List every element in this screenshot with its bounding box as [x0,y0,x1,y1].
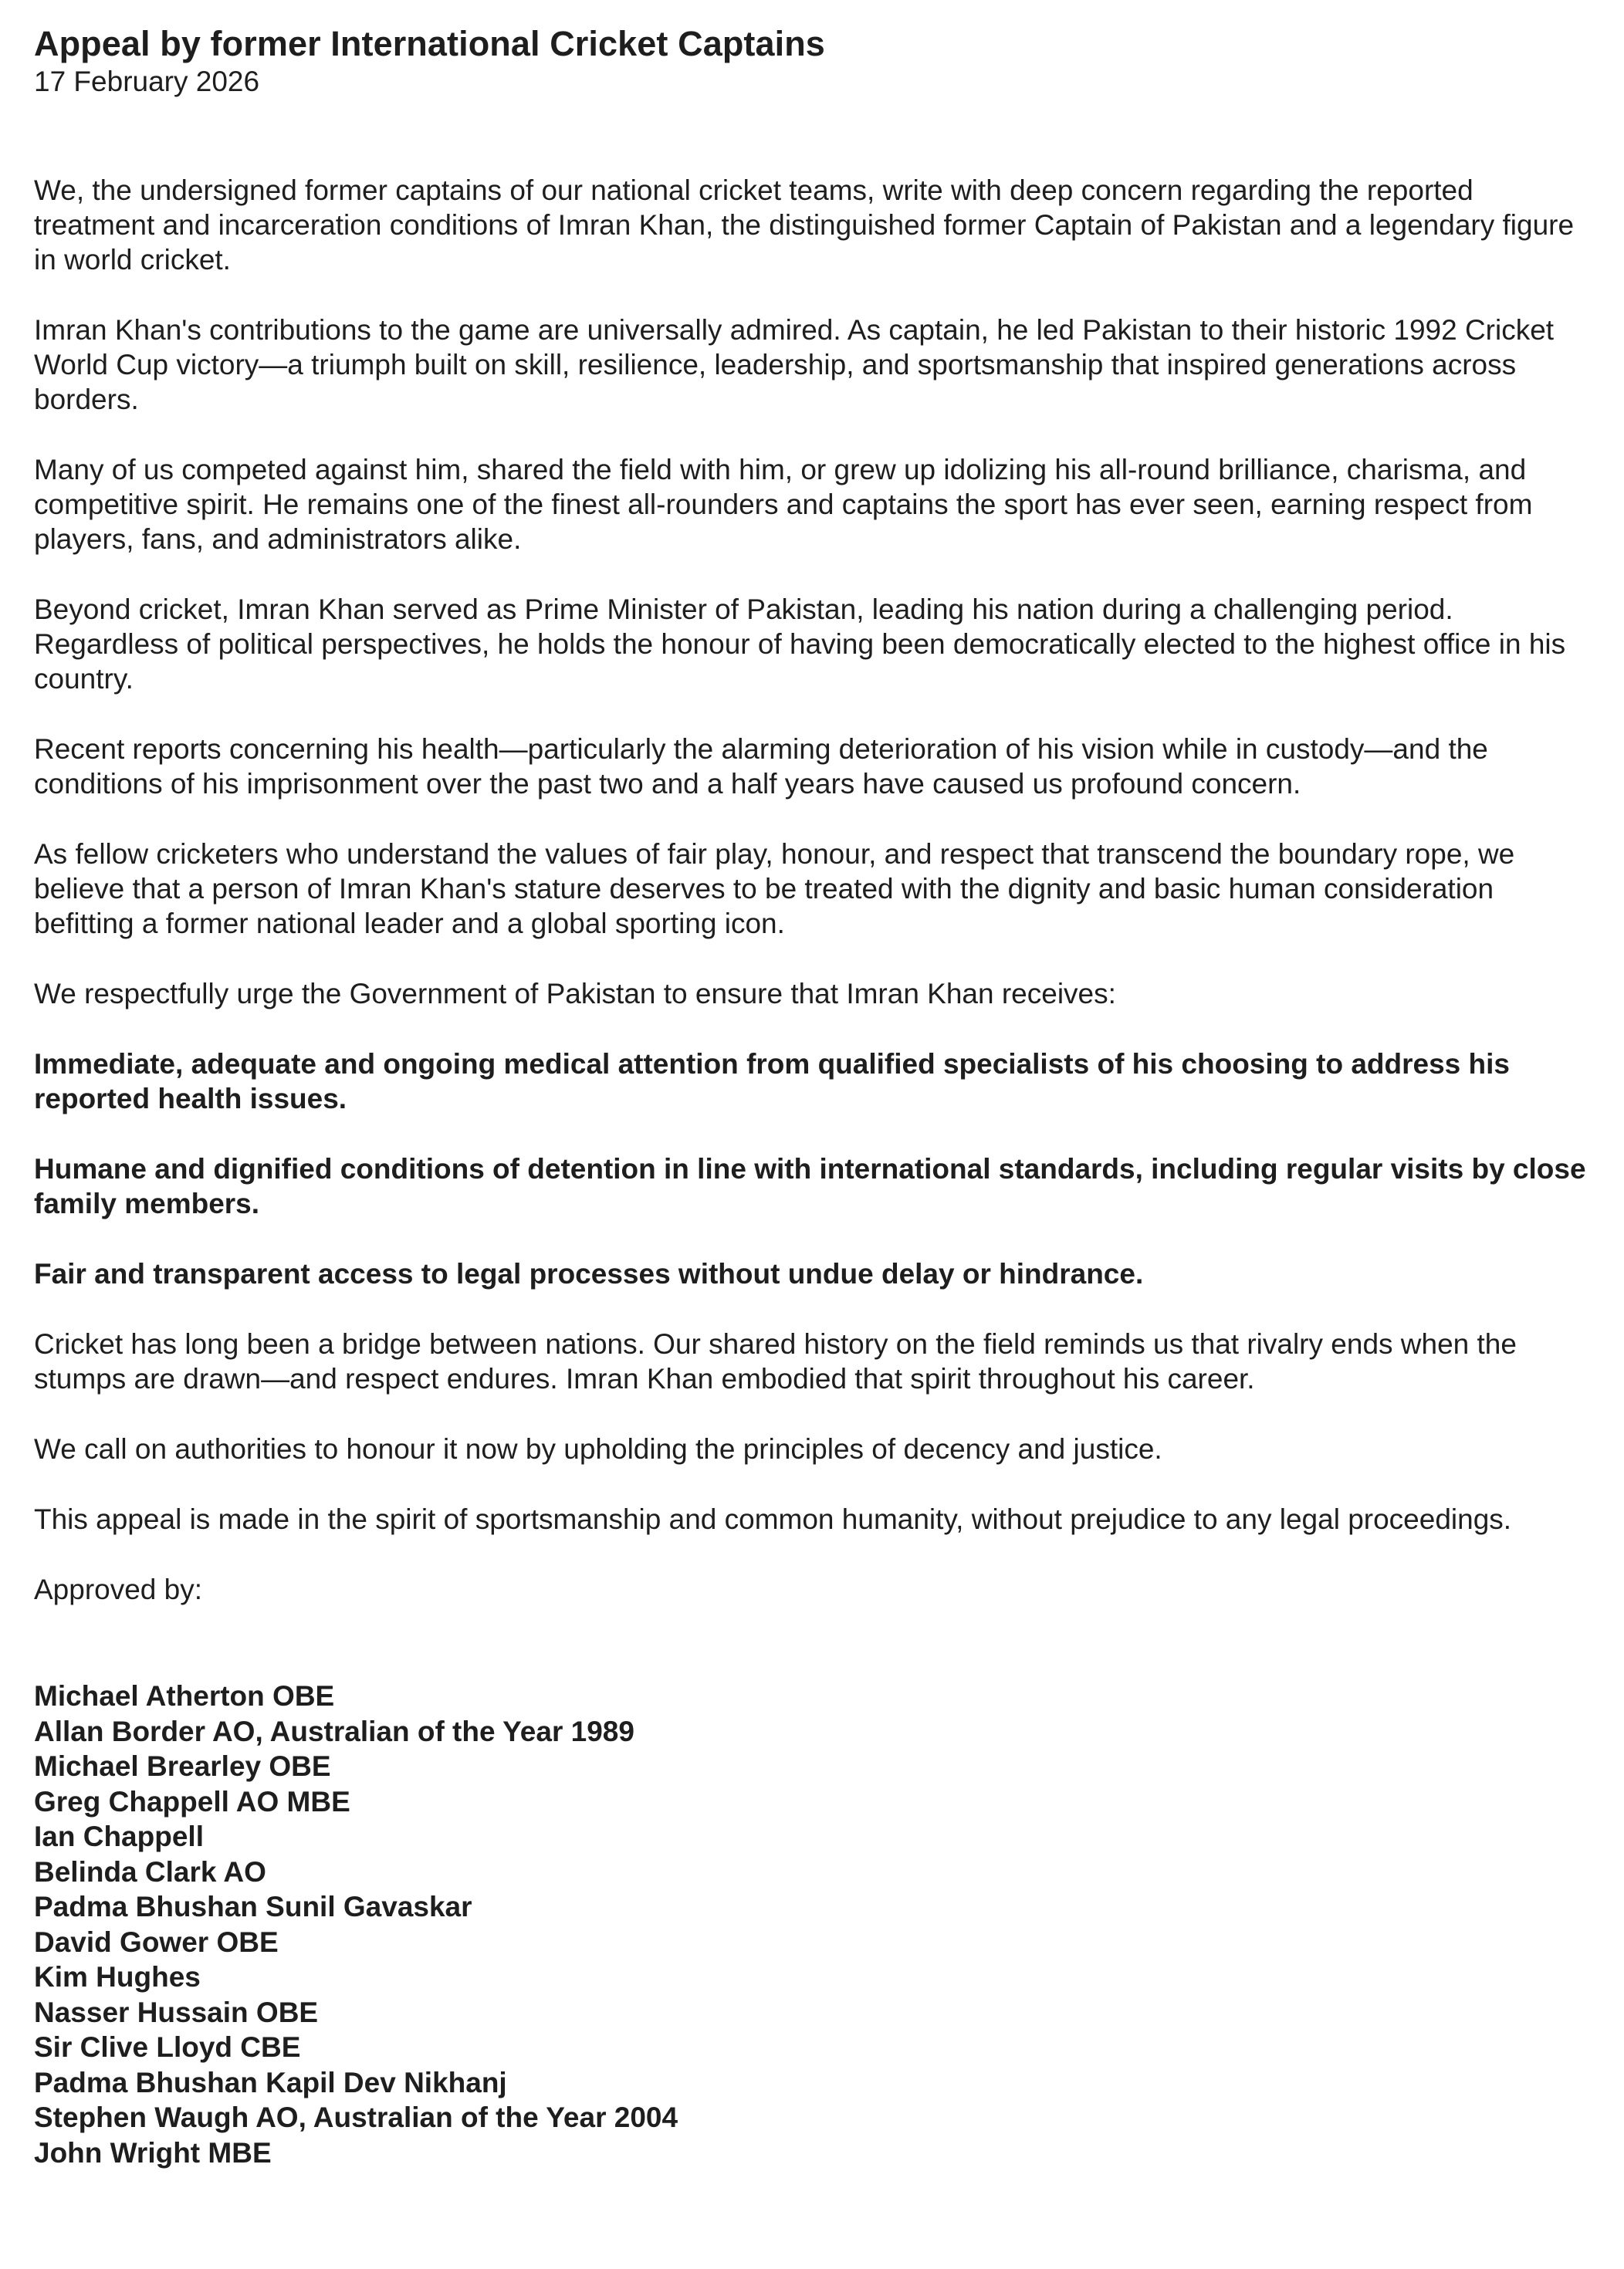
demand-paragraph: Humane and dignified conditions of detention in line with international standards, including regular visits by close family members. [34,1153,1586,1219]
signatory: Belinda Clark AO [34,1855,266,1888]
signatory: Stephen Waugh AO, Australian of the Year 2004 [34,2102,678,2133]
paragraph: As fellow cricketers who understand the values of fair play, honour, and respect that transcend the boundary rope, we believe that a person of Imran Khan's stature deserves to be treated with the dignity and basic human consideration befitting a former national leader and a global sporting icon. [34,838,1515,939]
paragraph: We, the undersigned former captains of our national cricket teams, write with deep concern regarding the reported treatment and incarceration conditions of Imran Khan, the distinguished former Captain of Pakistan and a legendary figure in world cricket. [34,174,1575,276]
document-date: 17 February 2026 [34,66,260,97]
approved-by-label: Approved by: [34,1574,203,1605]
signatory: David Gower OBE [34,1926,279,1958]
demand-paragraph: Fair and transparent access to legal processes without undue delay or hindrance. [34,1258,1144,1290]
signatory: Greg Chappell AO MBE [34,1785,350,1818]
signatory: Kim Hughes [34,1961,201,1993]
demand-paragraph: Immediate, adequate and ongoing medical attention from qualified specialists of his choosing to address his reported health issues. [34,1048,1510,1114]
signatory: Michael Atherton OBE [34,1680,335,1712]
signatory: Nasser Hussain OBE [34,1996,319,2028]
paragraph: Recent reports concerning his health—particularly the alarming deterioration of his vision while in custody—and the conditions of his imprisonment over the past two and a half years have caused us profound concern. [34,733,1488,800]
signatory: Michael Brearley OBE [34,1750,331,1782]
signatory: Allan Border AO, Australian of the Year 1989 [34,1715,634,1747]
signatories-list [34,1679,1590,2170]
document-title: Appeal by former International Cricket Captains [34,24,825,63]
paragraph: This appeal is made in the spirit of sportsmanship and common humanity, without prejudice to any legal proceedings. [34,1503,1512,1535]
paragraph: Cricket has long been a bridge between nations. Our shared history on the field reminds us that rivalry ends when the stumps are drawn—and respect endures. Imran Khan embodied that spirit throughout his career. [34,1328,1517,1395]
paragraph: We respectfully urge the Government of Pakistan to ensure that Imran Khan receives: [34,978,1116,1009]
document-body [34,173,1590,1537]
paragraph: Many of us competed against him, shared the field with him, or grew up idolizing his all-round brilliance, charisma, and competitive spirit. He remains one of the finest all-rounders and captains the sport has ever seen, earning respect from players, fans, and administrators alike. [34,454,1533,555]
signatory: Sir Clive Lloyd CBE [34,2031,301,2063]
paragraph: Beyond cricket, Imran Khan served as Prime Minister of Pakistan, leading his nation during a challenging period. Regardless of political perspectives, he holds the honour of having been democratically elected to the highest office in his country. [34,593,1566,695]
signatory: John Wright MBE [34,2136,272,2169]
signatory: Ian Chappell [34,1821,204,1852]
paragraph: Imran Khan's contributions to the game are universally admired. As captain, he led Pakistan to their historic 1992 Cricket World Cup victory—a triumph built on skill, resilience, leadership, and sportsmanship that inspired generations across borders. [34,314,1555,415]
signatory: Padma Bhushan Kapil Dev Nikhanj [34,2066,507,2098]
paragraph: We call on authorities to honour it now by upholding the principles of decency and justice. [34,1433,1162,1465]
signatory: Padma Bhushan Sunil Gavaskar [34,1891,472,1922]
